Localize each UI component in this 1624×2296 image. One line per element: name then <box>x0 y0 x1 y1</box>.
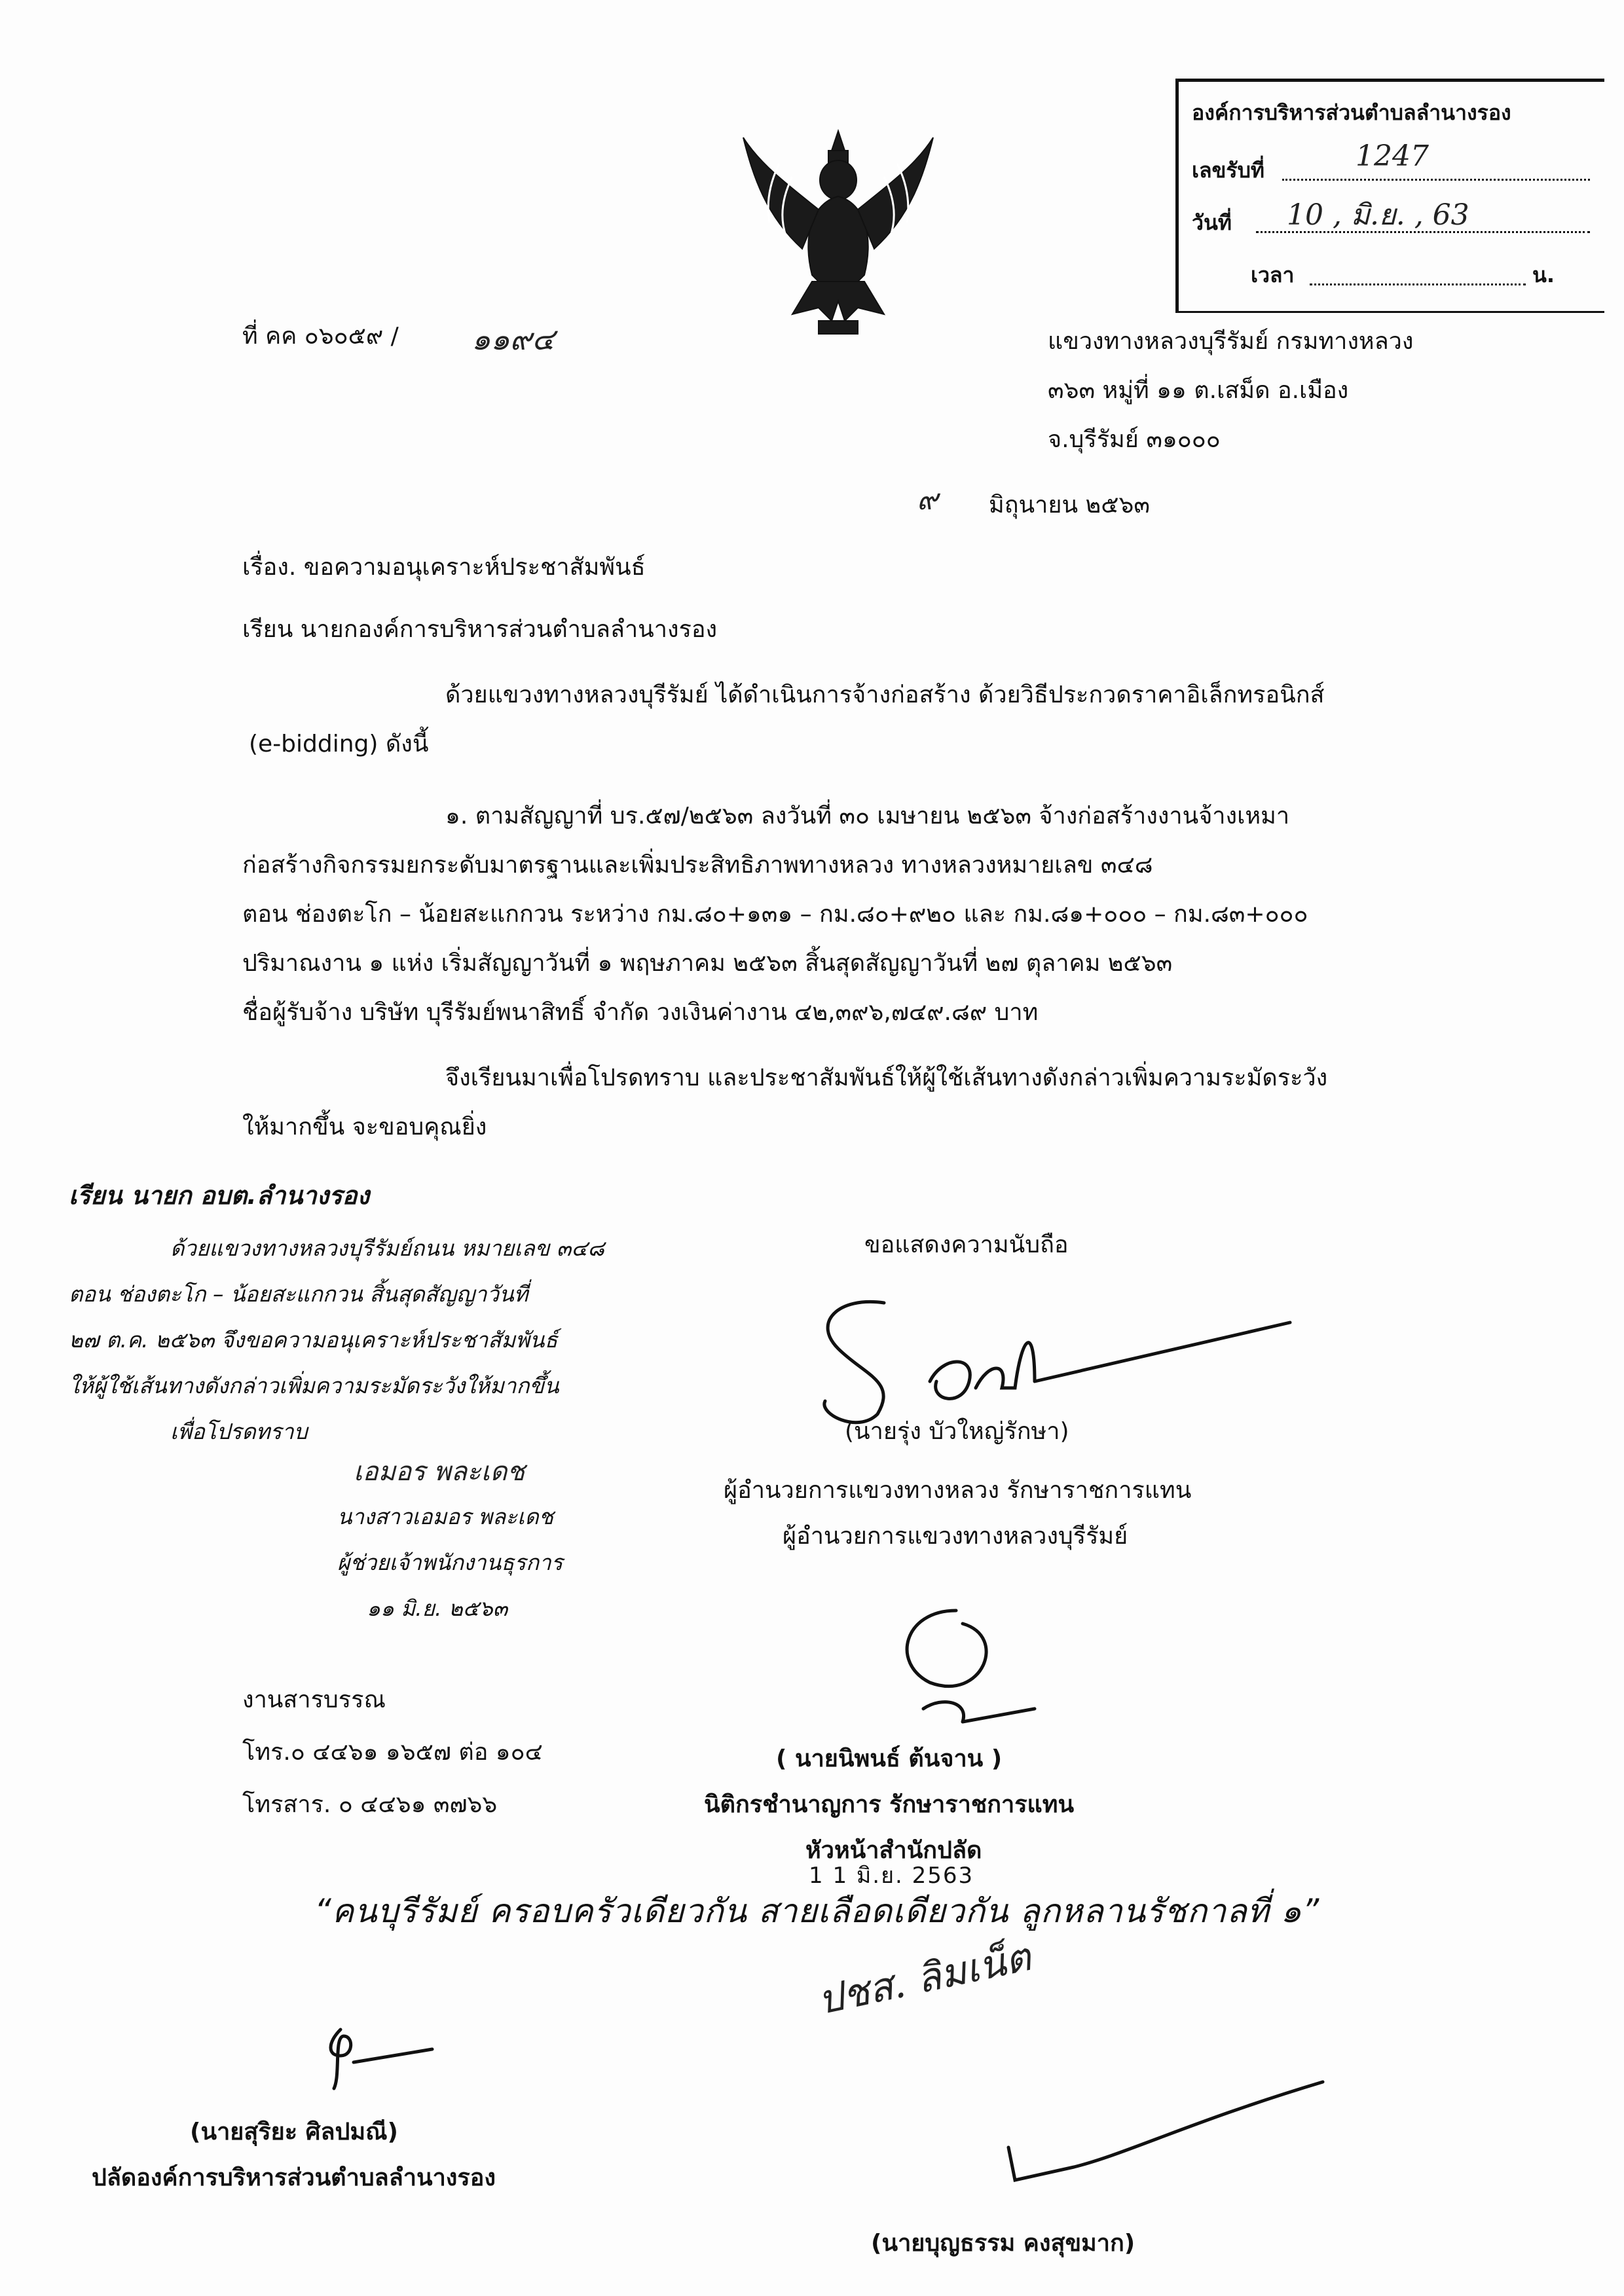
date-print: มิถุนายน ๒๕๖๓ <box>989 492 1150 519</box>
endorse-name: ( นายนิพนธ์ ต้นจาน ) <box>776 1745 1003 1772</box>
signer-title-1: ผู้อำนวยการแขวงทางหลวง รักษาราชการแทน <box>724 1477 1192 1504</box>
mayor-signature-icon <box>995 2069 1336 2187</box>
body-item-3: ตอน ช่องตะโก – น้อยสะแกกวน ระหว่าง กม.๘๐+๑๓๑ – กม.๘๐+๙๒๐ และ กม.๘๑+๐๐๐ – กม.๘๓+๐๐๐ <box>242 901 1308 928</box>
stamp-time-suffix: น. <box>1532 263 1555 287</box>
body-intro-2: (e-bidding) ดังนี้ <box>249 731 429 757</box>
subject: เรื่อง. ขอความอนุเคราะห์ประชาสัมพันธ์ <box>242 554 646 581</box>
regards: ขอแสดงความนับถือ <box>864 1231 1069 1258</box>
salutation: เรียน นายกองค์การบริหารส่วนตำบลลำนางรอง <box>242 616 718 643</box>
deputy-signature-icon <box>314 2016 445 2102</box>
signer-name: (นายรุ่ง บัวใหญ่รักษา) <box>845 1418 1069 1445</box>
sender-line-1: แขวงทางหลวงบุรีรัมย์ กรมทางหลวง <box>1048 328 1414 355</box>
mayor-name: (นายบุญธรรม คงสุขมาก) <box>871 2230 1135 2257</box>
note-line-2: ตอน ช่องตะโก – น้อยสะแกกวน สิ้นสุดสัญญาวันที่ <box>69 1281 528 1307</box>
stamp-recv-no: 1247 <box>1356 139 1429 173</box>
note-line-5: เพื่อโปรดทราบ <box>170 1419 308 1444</box>
note-signer-title: ผู้ช่วยเจ้าพนักงานธุรการ <box>337 1550 563 1575</box>
stamp-org: องค์การบริหารส่วนตำบลลำนางรอง <box>1192 100 1511 125</box>
doc-number: ที่ คค ๐๖๐๕๙ / <box>242 323 399 350</box>
note-signer-name: นางสาวเอมอร พละเดช <box>337 1504 554 1529</box>
body-item-4: ปริมาณงาน ๑ แห่ง เริ่มสัญญาวันที่ ๑ พฤษภาคม ๒๕๖๓ สิ้นสุดสัญญาวันที่ ๒๗ ตุลาคม ๒๕๖๓ <box>242 950 1173 977</box>
deputy-name: (นายสุริยะ ศิลปมณี) <box>190 2119 398 2145</box>
body-closing-1: จึงเรียนมาเพื่อโปรดทราบ และประชาสัมพันธ์ให้ผู้ใช้เส้นทางดังกล่าวเพิ่มความระมัดระวัง <box>445 1065 1328 1091</box>
note-line-3: ๒๗ ต.ค. ๒๕๖๓ จึงขอความอนุเคราะห์ประชาสัมพันธ์ <box>69 1327 558 1353</box>
slogan: “คนบุรีรัมย์ ครอบครัวเดียวกัน สายเลือดเดียวกัน ลูกหลานรัชกาลที่ ๑” <box>314 1892 1320 1930</box>
body-item-5: ชื่อผู้รับจ้าง บริษัท บุรีรัมย์พนาสิทธิ์ จำกัด วงเงินค่างาน ๔๒,๓๙๖,๗๔๙.๘๙ บาท <box>242 999 1039 1026</box>
deputy-title: ปลัดองค์การบริหารส่วนตำบลลำนางรอง <box>92 2164 496 2191</box>
garuda-emblem-icon <box>740 124 936 340</box>
director-signature-icon <box>799 1283 1297 1434</box>
contact-tel: โทร.๐ ๔๔๖๑ ๑๖๕๗ ต่อ ๑๐๔ <box>242 1739 543 1766</box>
body-item-1: ๑. ตามสัญญาที่ บร.๕๗/๒๕๖๓ ลงวันที่ ๓๐ เมษายน ๒๕๖๓ จ้างก่อสร้างงานจ้างเหมา <box>445 803 1290 829</box>
stamp-recv-label: เลขรับที่ <box>1192 158 1265 183</box>
stamp-time-label: เวลา <box>1251 263 1295 287</box>
doc-number-hand: ๑๑๙๔ <box>471 321 555 357</box>
endorse-title-2: หัวหน้าสำนักปลัด <box>805 1837 982 1864</box>
body-closing-2: ให้มากขึ้น จะขอบคุณยิ่ง <box>242 1114 487 1140</box>
contact-fax: โทรสาร. ๐ ๔๔๖๑ ๓๗๖๖ <box>242 1791 498 1818</box>
endorse-signature-icon <box>864 1597 1061 1748</box>
note-line-1: ด้วยแขวงทางหลวงบุรีรัมย์ถนน หมายเลข ๓๔๘ <box>170 1235 604 1261</box>
signer-title-2: ผู้อำนวยการแขวงทางหลวงบุรีรัมย์ <box>783 1523 1128 1550</box>
stamp-date-value: 10 , มิ.ย. , 63 <box>1287 198 1469 232</box>
note-signer-date: ๑๑ มิ.ย. ๒๕๖๓ <box>367 1595 508 1621</box>
endorse-stamp-date: 1 1 มิ.ย. 2563 <box>809 1863 974 1889</box>
body-intro-1: ด้วยแขวงทางหลวงบุรีรัมย์ ได้ดำเนินการจ้างก่อสร้าง ด้วยวิธีประกวดราคาอิเล็กทรอนิกส์ <box>445 682 1325 708</box>
endorse-title-1: นิติกรชำนาญการ รักษาราชการแทน <box>704 1791 1075 1818</box>
note-line-4: ให้ผู้ใช้เส้นทางดังกล่าวเพิ่มความระมัดระวังให้มากขึ้น <box>69 1373 559 1398</box>
sender-line-3: จ.บุรีรัมย์ ๓๑๐๐๐ <box>1048 426 1221 453</box>
note-heading: เรียน นายก อบต.ลำนางรอง <box>69 1181 370 1210</box>
stamp-date-label: วันที่ <box>1192 210 1232 235</box>
body-item-2: ก่อสร้างกิจกรรมยกระดับมาตรฐานและเพิ่มประสิทธิภาพทางหลวง ทางหลวงหมายเลข ๓๔๘ <box>242 852 1153 879</box>
hand-note: ปชส. ลิมเน็ต <box>813 1934 1035 2024</box>
note-signature: เอมอร พละเดช <box>354 1457 525 1487</box>
sender-line-2: ๓๖๓ หมู่ที่ ๑๑ ต.เสม็ด อ.เมือง <box>1048 377 1349 404</box>
receiving-stamp <box>1175 79 1604 313</box>
date-hand: ๙ <box>917 483 938 517</box>
contact-dept: งานสารบรรณ <box>242 1686 386 1713</box>
